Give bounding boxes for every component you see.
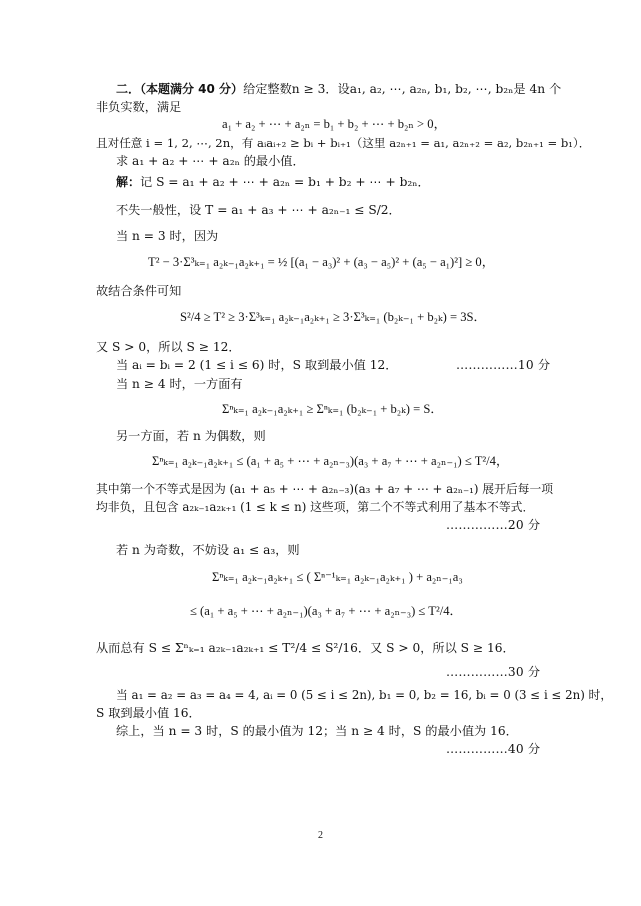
problem-line-2: 非负实数，满足 [96, 100, 182, 114]
solution-line-12: 从而总有 S ≤ Σⁿₖ₌₁ a₂ₖ₋₁a₂ₖ₊₁ ≤ T²/4 ≤ S²/16．又 S > 0，所以 S ≥ 16． [96, 641, 515, 655]
score-mark-30: ……………30 分 [446, 665, 541, 679]
solution-line-11: 若 n 为奇数，不妨设 a₁ ≤ a₃，则 [116, 543, 300, 557]
solution-conclusion: 综上，当 n = 3 时，S 的最小值为 12；当 n ≥ 4 时，S 的最小值为 16． [116, 724, 518, 738]
equation-condition: a₁ + a₂ + ⋯ + a₂ₙ = b₁ + b₂ + ⋯ + b₂ₙ > 0， [222, 117, 447, 131]
solution-line-5: 又 S > 0，所以 S ≥ 12． [96, 340, 241, 354]
solution-line-1 [116, 174, 430, 190]
solution-line-3: 当 n = 3 时，因为 [116, 229, 219, 243]
solution-label: 解： [116, 175, 141, 189]
solution-line-4: 故结合条件可知 [96, 284, 182, 298]
solution-line-14: S 取到最小值 16． [96, 706, 201, 720]
equation-lower-bound: Σⁿₖ₌₁ a₂ₖ₋₁a₂ₖ₊₁ ≥ Σⁿₖ₌₁ (b₂ₖ₋₁ + b₂ₖ) = S． [222, 402, 443, 416]
solution-line-8: 另一方面，若 n 为偶数，则 [116, 429, 266, 443]
solution-line-10: 均非负，且包含 a₂ₖ₋₁a₂ₖ₊₁ (1 ≤ k ≤ n) 这些项，第二个不等式利用了基本不等式． [96, 500, 535, 514]
solution-text-1: 记 S = a₁ + a₂ + ⋯ + a₂ₙ = b₁ + b₂ + ⋯ + b₂ₙ． [140, 175, 430, 189]
equation-n3-identity: T² − 3·Σ³ₖ₌₁ a₂ₖ₋₁a₂ₖ₊₁ = ½ [(a₁ − a₃)² + (a₃ − a₅)² + (a₅ − a₁)²] ≥ 0， [148, 255, 495, 269]
score-mark-40: ……………40 分 [446, 742, 541, 756]
solution-line-2: 不失一般性，设 T = a₁ + a₃ + ⋯ + a₂ₙ₋₁ ≤ S/2． [116, 203, 401, 217]
page-number: 2 [318, 830, 323, 841]
solution-line-6: 当 aᵢ = bᵢ = 2 (1 ≤ i ≤ 6) 时，S 取到最小值 12． [116, 358, 398, 372]
equation-odd-case-1: Σⁿₖ₌₁ a₂ₖ₋₁a₂ₖ₊₁ ≤ ( Σⁿ⁻¹ₖ₌₁ a₂ₖ₋₁a₂ₖ₊₁ ) + a₂ₙ₋₁a₃ [212, 570, 463, 584]
problem-line-1 [116, 81, 561, 97]
solution-line-7: 当 n ≥ 4 时，一方面有 [116, 377, 243, 391]
problem-line-3: 且对任意 i = 1, 2, ⋯, 2n，有 aᵢaᵢ₊₂ ≥ bᵢ + bᵢ₊₁（这里 a₂ₙ₊₁ = a₁, a₂ₙ₊₂ = a₂, b₂ₙ₊₁ = b₁）． [96, 136, 591, 150]
equation-even-case: Σⁿₖ₌₁ a₂ₖ₋₁a₂ₖ₊₁ ≤ (a₁ + a₅ + ⋯ + a₂ₙ₋₃)(a₃ + a₇ + ⋯ + a₂ₙ₋₁) ≤ T²/4， [152, 454, 509, 468]
problem-heading: 二．（本题满分 40 分） [116, 82, 244, 96]
solution-line-13: 当 a₁ = a₂ = a₃ = a₄ = 4, aᵢ = 0 (5 ≤ i ≤ 2n), b₁ = 0, b₂ = 16, bᵢ = 0 (3 ≤ i ≤ 2n) 时， [116, 688, 613, 702]
equation-odd-case-2: ≤ (a₁ + a₅ + ⋯ + a₂ₙ₋₁)(a₃ + a₇ + ⋯ + a₂ₙ₋₃) ≤ T²/4． [190, 604, 463, 618]
equation-n3-chain: S²/4 ≥ T² ≥ 3·Σ³ₖ₌₁ a₂ₖ₋₁a₂ₖ₊₁ ≥ 3·Σ³ₖ₌₁ (b₂ₖ₋₁ + b₂ₖ) = 3S． [180, 310, 487, 324]
problem-question: 求 a₁ + a₂ + ⋯ + a₂ₙ 的最小值． [116, 154, 305, 168]
score-mark-10: ……………10 分 [456, 358, 551, 372]
score-mark-20: ……………20 分 [446, 518, 541, 532]
solution-line-9: 其中第一个不等式是因为 (a₁ + a₅ + ⋯ + a₂ₙ₋₃)(a₃ + a₇ + ⋯ + a₂ₙ₋₁) 展开后每一项 [96, 482, 554, 496]
problem-text-1: 给定整数n ≥ 3．设a₁, a₂, ⋯, a₂ₙ, b₁, b₂, ⋯, b₂ₙ是 4n 个 [243, 82, 562, 96]
